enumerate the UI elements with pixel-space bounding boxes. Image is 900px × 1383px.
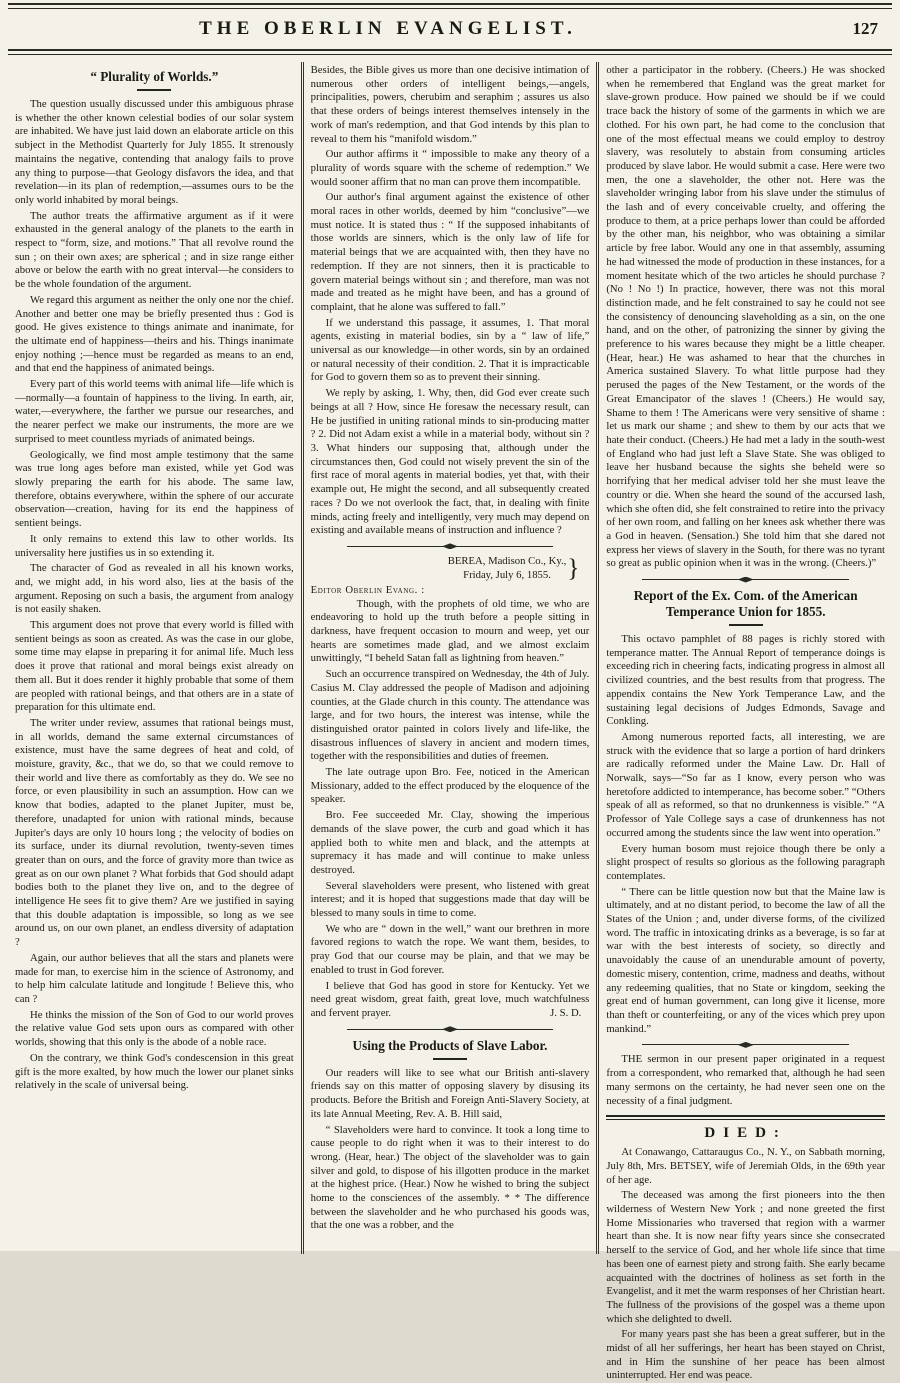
paragraph: Such an occurrence transpired on Wednesday, the 4th of July. Casius M. Clay addressed the people of Madison and adjoining counties, at the Glade church in this county. The attendance was large, and for two hours, the interest was intense, while the distinguished orator painted in colors lively and life-like, the disastrous influences of slavery in ancient and modern times, together with the responsibilities and duties of freemen. <box>310 668 590 763</box>
column-3 <box>599 62 892 1382</box>
paragraph: It only remains to extend this law to other worlds. Its universality here justifies us in so extending it. <box>15 532 294 559</box>
heading-rule <box>433 1058 467 1060</box>
masthead <box>8 9 892 49</box>
masthead-bottom-rule <box>8 49 892 55</box>
paragraph: “ There can be little question now but that the Maine law is ultimately, and at no distant period, to become the law of all the States of the Union ; and, under diverse forms, of the civilized word. The traffic in intoxicating drinks as a beverage, is so far at war with the best interests of society, so directly and unavoidably the cause of an unendurable amount of poverty, domestic misery, contention, crime, madness and deaths, without any redeeming qualities, that no State or kingdom, seeking the great end of human government, can long give it license, more than theft or counterfeiting, or any of the vices which prey upon mankind.” <box>606 885 886 1035</box>
heading-rule <box>137 89 171 91</box>
paragraph: Again, our author believes that all the stars and planets were made for man, to exercise him in the science of Astronomy, and to help him calculate latitude and longitude ! Believe this, who can ? <box>15 951 294 1005</box>
paragraph: Several slaveholders were present, who listened with great interest; and it is hoped that suggestions made that day will be blessed to many souls in time to come. <box>310 879 590 920</box>
article-heading: Using the Products of Slave Labor. <box>352 1037 548 1053</box>
paragraph: Every human bosom must rejoice though there be only a slight prospect of results so glorious as the following paragraph contemplates. <box>606 842 886 882</box>
section-heavy-rule <box>606 1115 885 1120</box>
paragraph: The character of God as revealed in all his known works, and, we might add, in his word also, lies at the basis of the argument. Reposing on such a basis, the argument from analogy is not easily shaken. <box>15 562 294 616</box>
dateline-place: BEREA, Madison Co., Ky., <box>447 555 567 568</box>
dateline <box>311 555 580 583</box>
paragraph: For many years past she has been a great sufferer, but in the midst of all her sufferings, her heart has been stayed on Christ, and in Him the sunshine of her peace has been almost uninterrupted. Her end was peace. <box>606 1328 886 1382</box>
paragraph: The deceased was among the first pioneers into the then wilderness of Western New York ; and none greeted the first Home Missionaries who traversed that region with a warmer heart than she. It is now near fifty years since she consecrated herself to the service of God, and her whole life since that time has been one of earnest piety and strong faith. She early became acquainted with the doctrines of holiness as set forth in the Evangelist, and it met the warm responses of her Christian heart. The fullness of the provisions of the gospel was a theme upon which she delighted to dwell. <box>606 1189 886 1325</box>
section-divider <box>642 579 849 580</box>
paragraph: Every part of this world teems with animal life—life which is—normally—a fountain of happiness to the living. In earth, air, water,—everywhere, the farther we pursue our researches, and the nearer perfect we make our instruments, the more are we surprised to meet countless myriads of animated beings. <box>15 378 294 445</box>
section-divider <box>347 546 554 547</box>
paragraph: Bro. Fee succeeded Mr. Clay, showing the imperious demands of the slave power, the curb and goad which it has applied both to white men and black, and the attempts at supremacy it has made and will continue to make unless destroyed. <box>310 809 590 876</box>
paragraph: Though, with the prophets of old time, we who are endeavoring to hold up the truth before a people sitting in darkness, have frequent occasion to mourn and weep, yet our hearts are sometimes made glad, and we almost exclaim unwittingly, “I beheld Satan fall as lightning from heaven.” <box>310 597 590 665</box>
paragraph: The late outrage upon Bro. Fee, noticed in the American Missionary, added to the effect produced by the eloquence of the speaker. <box>310 766 590 806</box>
article-heading: Report of the Ex. Com. of the American Temperance Union for 1855. <box>633 588 858 620</box>
paragraph: Our author's final argument against the existence of other moral races in other worlds, deemed by him “conclusive”—we must notice. It is stated thus : “ If the supposed inhabitants of those worlds are sinners, which is the only law of life for material beings that we are acquainted with, then they have no redemption. If they are not sinners, then it is practicable to govern material beings without sin ; and therefore, man was not made and treated as he might have been, and has a ground of complaint, that he alone was suffered to fall.” <box>310 191 590 313</box>
divider-diamond-icon <box>738 577 754 583</box>
paragraph: This argument does not prove that every world is filled with sentient beings as soon as created. As was the case in our globe, some time may elapse in preparing it for animal life. Much less does it prove that rational and moral beings exist already on them all. But it does render it highly probable that some of them are peopled with rational beings, and that others are in a state of preparation for this ultimate end. <box>15 619 294 714</box>
paragraph: The question usually discussed under this ambiguous phrase is whether the other known celestial bodies of our solar system are inhabited. We have just laid down an elaborate article on this subject in the Methodist Quarterly for July 1855. It strenously maintains the negative, contending that analogy fails to prove any thing to purpose—that Geology disfavors the idea, and that revelation—in its plan of redemption,—assumes ours to be the only world inhabited by moral beings. <box>15 98 294 206</box>
paragraph-text: I believe that God has good in store for Kentucky. Yet we need great wisdom, great faith, great love, much watchfulness and fervent prayer. <box>310 979 590 1019</box>
column-2 <box>304 62 597 1254</box>
signature: J. S. D. <box>550 1007 582 1019</box>
paragraph: On the contrary, we think God's condescension in this great gift is the more exalted, by how much the lower our planet sinks relatively in the scale of universal being. <box>15 1051 294 1092</box>
paragraph: Geologically, we find most ample testimony that the same was true long ages before man existed, while yet God was slowly preparing the earth for his abode. The same law, therefore, obtains everywhere, within the sphere of our accurate observation—creation, having for its end the happiness of sentient beings. <box>15 448 294 530</box>
divider-diamond-icon <box>442 1026 458 1032</box>
paragraph: Our readers will like to see what our British anti-slavery friends say on this matter of opposing slavery by disusing its products. Before the British and Foreign Anti-Slavery Society, at its late Annual Meeting, Rev. A. B. Hill said, <box>310 1066 590 1120</box>
section-divider <box>347 1029 554 1030</box>
heading-rule <box>729 624 763 626</box>
divider-diamond-icon <box>442 543 458 549</box>
paragraph: Besides, the Bible gives us more than one decisive intimation of numerous other orders of intelligent beings,—angels, principalities, powers, cherubim and seraphim ; assures us also that these orders of beings interest themselves intensely in the work of man's redemption, and that God intends by this plan to reveal to them his “manifold wisdom.” <box>310 64 590 145</box>
paragraph: This octavo pamphlet of 88 pages is richly stored with temperance matter. The Annual Report of temperance doings is exceeding rich in cheering facts, indicating progress in almost all civilized countries, and the best results from that progress. The appendix contains the New York Temperance Law, and the sustaining legal decisions of Judges Edmonds, Savage and Conkling. <box>606 633 886 728</box>
paragraph: Our author affirms it “ impossible to make any theory of a plurality of words square with the scheme of redemption.” We would sooner affirm that no man can prove them incompatible. <box>310 148 590 188</box>
masthead-title: THE OBERLIN EVANGELIST. <box>199 18 577 39</box>
column-1 <box>8 62 301 1254</box>
paragraph: He thinks the mission of the Son of God to our world proves the relative value God sets upon ours as compared with other worlds, showing that this only is the abode of a noble race. <box>15 1008 294 1049</box>
paragraph: other a participator in the robbery. (Cheers.) He was shocked when he remembered that England was the great market for slave-grown produce. How pained we should be if we could trace back the history of some of the garments in which we are clothed. For his own part, he had come to the conclusion that one of the most effectual means we could employ to destroy slavery, was resolutely to abstain from consuming articles produced by slave labor. He would submit a case. Here were two men, the one a slaveholder, the other not. Here was the slaveholder wringing labor from his slave under the stimulus of the lash and of every conceivable cruelty, and offering the produce to them, at a price perhaps lower than could be afforded by the other man, his neighbor, who was obtaining a similar article by free labor. Would any one in that assembly, assuming he had witnessed the mode of production in these instances, for a moment hesitate which of the two articles he should purchase ? (No ! No !) In practice, however, there was not this moral distinction made, and he felt constrained to say he could not see the consistency of denouncing slaveholding as a sin, on the one hand, and on the other, of patronizing the sinner by giving the preference to his wares because they might be a little cheaper. (Hear, hear.) He was ashamed to hear that the churches in America sustained Slavery. To what little purpose had they perused the pages of the New Testament, or the words of the Great Emancipator of the slaves ! (Cheers.) He would say, Shame to them ! The Americans were very sensitive of shame : let us mark our shame ; and shew to them by our acts that we hate their conduct. (Cheers.) He had met a lady in the south-west of England who had just left a Slave State. She was obliged to leave her husband because the sights she beheld were so horrifying that her medical adviser told her she must leave the country or die. When she heard the sound of the accursed lash, which she often did, she felt constrained to retire into the privacy of her own room, and falling on her knees ask whether there was a God in heaven. (Sensation.) She told him that she dared not express her views of slavery in the South, for there was no tyrant so great as public opinion when it was in the wrong. (Cheers.)” <box>606 64 886 570</box>
paragraph: At Conawango, Cattaraugus Co., N. Y., on Sabbath morning, July 8th, Mrs. BETSEY, wife of Jeremiah Olds, in the 69th year of her age. <box>606 1146 886 1186</box>
editor-salutation: Editor Oberlin Evang. : <box>310 583 425 596</box>
dateline-brace: } <box>567 554 580 582</box>
paragraph: Among numerous reported facts, all interesting, we are struck with the evidence that so large a portion of hard drinkers are radically reformed under the Maine Law. Dr. Hall of Norwalk, says—“So far as I know, every person who was heretofore addicted to intemperance, has become sober.” “Others speak of all as reformed, so that no drunkenness is visible.” “A Professor of Yale College says a case of drunkenness has not occurred among the students since the law went into operation.” <box>606 730 886 839</box>
paragraph: If we understand this passage, it assumes, 1. That moral agents, existing in material bodies, sin by a “ law of life,” universal as our knowledge—in other words, sin by an ordained or natural necessity of their condition. 2. That it is impracticable for God to govern them so as to prevent their sinning. <box>310 316 590 384</box>
dateline-date: Friday, July 6, 1855. <box>463 568 551 581</box>
paragraph: The author treats the affirmative argument as if it were exhausted in the general analogy of the planets to the earth in respect to “form, size, and motions.” That all revolve round the sun ; on their own axes; are spherical ; and in size range either above or below the earth with no great interval—he considers to be the whole foundation of the argument. <box>15 209 294 291</box>
article-heading: “ Plurality of Worlds.” <box>90 69 219 84</box>
divider-diamond-icon <box>738 1042 754 1048</box>
dateline-lines <box>448 555 567 582</box>
died-heading: DIED: <box>704 1125 787 1142</box>
paragraph: We regard this argument as neither the only one nor the chief. Another and better one may be briefly presented thus : God is good. He gives existence to things animate and inanimate, for the ultimate end of happiness—theirs and his. Things inanimate enjoy nothing ;—hence must be regarded as means to an end, and that end the happiness of animated beings. <box>15 293 294 375</box>
paragraph: THE sermon in our present paper originated in a request from a correspondent, who remarked that, although he had seen many sermons on the certainty, he had never seen one on the necessity of a final judgment. <box>606 1053 886 1107</box>
paragraph-signed <box>311 980 590 1021</box>
columns-container <box>8 62 892 1382</box>
section-divider <box>642 1044 849 1045</box>
paragraph: We reply by asking, 1. Why, then, did God ever create such beings at all ? How, since He foresaw the necessary result, can He be justified in uniting rational minds to sin-producing matter ? 2. Did not Adam exist a while in a material body, without sin ? 3. What hinders our supposing that, although under the circumstances then, God could not wisely prevent the sin of the first race of moral agents in material bodies, yet that, with their example out, He might the second, and all subsequently created races ? Do we not overlook the fact, that, in dealing with finite minds, acting freely and intelligently, very much may depend on existing and available means of instruction and influence ? <box>310 387 590 537</box>
page-number: 127 <box>852 19 878 38</box>
paragraph: We who are “ down in the well,” want our brethren in more favored regions to watch the rope. We want them, besides, to pray God that our course may be plain, and that we may be enabled to trust in God forever. <box>310 922 590 976</box>
paragraph: The writer under review, assumes that rational beings must, in all worlds, demand the same external circumstances of existence, must have the same degrees of heat and cold, of moisture, gravity, &c., that we do, so that we could remove to their world and live there as comfortably as they do. We see no force, or even plausibility in such an assumption. How can we know that bodies, adapted to the planet Jupiter, must be, therefore, unadapted for union with rational minds, because Jupiter's days are only 10 hours long ; the velocity of bodies on its surface, under its diurnal revolution, twenty-seven times greater than on ours, and the force of gravity more than twice as great as on our own planet ? What forbids that God should adapt bodies both to the planet they live on, and to the degree of intelligence He sees fit to give them? Are we justified in saying that this double adaptation is impossible, so long as we see around us, on our own planet, an endless diversity of adaptation ? <box>15 716 294 949</box>
paragraph: “ Slaveholders were hard to convince. It took a long time to cause people to do right when it was to their interest to do wrong. (Hear, hear.) The object of the slaveholder was to gain silver and gold, to dispose of his illgotten produce in the market at the highest price. (Hear.) Now he wished to bring the subject home to the consciences of the assembly. * * The difference between the slaveholder and he who purchased his goods was, that the one was a robber, and the <box>310 1123 590 1232</box>
